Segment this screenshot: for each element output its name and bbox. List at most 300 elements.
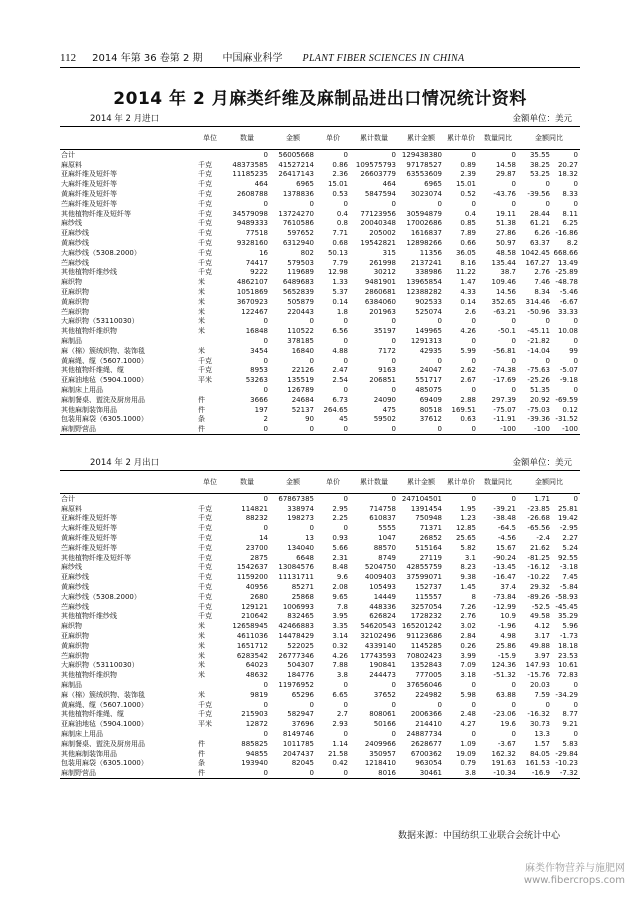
value-cell: -16.86 — [555, 229, 578, 238]
value-cell: 2.67 — [460, 376, 476, 385]
unit-cell: 千克 — [198, 583, 212, 592]
value-cell: 18.32 — [557, 170, 578, 179]
column-header: 累计单价 — [444, 127, 478, 150]
value-cell: 1051869 — [236, 288, 268, 297]
value-cell: -16.47 — [493, 573, 516, 582]
value-cell: -25.26 — [527, 376, 550, 385]
value-cell: 42855759 — [406, 563, 442, 572]
value-cell: 1218410 — [364, 759, 396, 768]
value-cell: 597652 — [287, 229, 314, 238]
value-cell: 21.58 — [327, 749, 348, 758]
value-cell: 7.09 — [460, 661, 476, 670]
value-cell: 11976952 — [278, 681, 314, 690]
unit-cell: 米 — [198, 278, 205, 287]
value-cell: -45.45 — [555, 602, 578, 611]
item-name-cell: 黄麻织物 — [61, 641, 89, 650]
value-cell: 6.26 — [534, 229, 550, 238]
value-cell: 63553609 — [406, 170, 442, 179]
page-title: 2014 年 2 月麻类纤维及麻制品进出口情况统计资料 — [113, 89, 527, 109]
value-cell: 2137241 — [410, 258, 442, 267]
item-name-cell: 麻原料 — [61, 504, 82, 513]
table-row — [60, 287, 580, 297]
value-cell: -4.56 — [497, 534, 516, 543]
value-cell: 71371 — [419, 524, 442, 533]
item-name-cell: 其他植物纤维织物 — [61, 671, 117, 680]
value-cell: 52137 — [291, 405, 314, 414]
value-cell: 8149746 — [282, 730, 314, 739]
value-cell: 15.67 — [495, 543, 516, 552]
value-cell: 0 — [343, 150, 348, 159]
value-cell: 0 — [471, 356, 476, 365]
value-cell: 198273 — [287, 514, 314, 523]
table-row — [60, 494, 580, 504]
value-cell: 7.46 — [534, 278, 550, 287]
value-cell: 24090 — [373, 395, 396, 404]
value-cell: 13724270 — [278, 209, 314, 218]
import-section-label — [60, 112, 580, 124]
value-cell: 147.93 — [525, 661, 550, 670]
value-cell: 1006993 — [282, 602, 314, 611]
table-row — [60, 258, 580, 268]
unit-cell: 千克 — [198, 543, 212, 552]
value-cell: 1011785 — [282, 739, 314, 748]
item-name-cell: 黄麻纤维及短纤等 — [61, 190, 117, 199]
value-cell: 19.42 — [557, 514, 578, 523]
value-cell: 38.25 — [529, 160, 550, 169]
value-cell: -58.93 — [555, 592, 578, 601]
value-cell: 0.86 — [332, 160, 348, 169]
value-cell: -17.69 — [493, 376, 516, 385]
value-cell: 0 — [471, 494, 476, 503]
unit-cell: 件 — [196, 768, 224, 778]
value-cell: 7.45 — [562, 573, 578, 582]
value-cell: 1.47 — [460, 278, 476, 287]
value-cell: -5.84 — [559, 583, 578, 592]
value-cell: 0 — [343, 317, 348, 326]
column-header: 单位 — [196, 127, 224, 150]
value-cell: 5.37 — [332, 288, 348, 297]
table-row — [60, 621, 580, 631]
value-cell: 0 — [573, 150, 578, 159]
value-cell: 115557 — [415, 592, 442, 601]
value-cell: -10.22 — [527, 573, 550, 582]
journal-name-cn: 中国麻业科学 — [222, 53, 283, 64]
export-unit-note: 金额单位：美元 — [512, 458, 572, 468]
value-cell: 49.58 — [529, 612, 550, 621]
value-cell: 4.12 — [534, 622, 550, 631]
table-row — [60, 297, 580, 307]
table-row — [60, 504, 580, 514]
value-cell: 16848 — [245, 327, 268, 336]
value-cell: 92.55 — [557, 553, 578, 562]
value-cell: 30461 — [398, 768, 444, 778]
unit-cell: 件 — [198, 749, 205, 758]
value-cell: 1.14 — [332, 739, 348, 748]
value-cell: 0 — [437, 199, 442, 208]
value-cell: 53263 — [245, 376, 268, 385]
page-header — [60, 50, 580, 64]
column-header: 单价 — [316, 127, 350, 150]
value-cell: 3.1 — [464, 553, 476, 562]
value-cell: 0 — [511, 356, 516, 365]
value-cell: 8.33 — [562, 190, 578, 199]
item-name-cell: 大麻纤维及短纤等 — [61, 524, 117, 533]
value-cell: 169.51 — [451, 405, 476, 414]
value-cell: -63.21 — [493, 307, 516, 316]
value-cell: 114821 — [241, 504, 268, 513]
value-cell: 149965 — [415, 327, 442, 336]
value-cell: 0 — [573, 730, 578, 739]
page-number: 112 — [60, 52, 77, 64]
unit-cell: 千克 — [198, 219, 212, 228]
value-cell: 12388282 — [406, 288, 442, 297]
value-cell: -74.38 — [493, 366, 516, 375]
value-cell: 129121 — [241, 602, 268, 611]
value-cell: 29.32 — [529, 583, 550, 592]
value-cell: 21.62 — [529, 543, 550, 552]
item-name-cell: 黄麻绳、缆（5607.1000） — [61, 700, 148, 709]
item-name-cell: 麻纱线 — [61, 219, 82, 228]
value-cell: -1.73 — [559, 632, 578, 641]
value-cell: 88232 — [245, 514, 268, 523]
table-row — [60, 326, 580, 336]
value-cell: 1728232 — [410, 612, 442, 621]
value-cell: 504307 — [287, 661, 314, 670]
value-cell: 714758 — [369, 504, 396, 513]
value-cell: 122467 — [241, 307, 268, 316]
value-cell: 23700 — [245, 543, 268, 552]
value-cell: 0 — [471, 337, 476, 346]
value-cell: 19.6 — [500, 720, 516, 729]
value-cell: 3.97 — [534, 651, 550, 660]
unit-cell — [196, 336, 224, 346]
value-cell: 1378836 — [282, 190, 314, 199]
table-row — [60, 238, 580, 248]
value-cell: 1042.45 — [521, 248, 550, 257]
value-cell: 1.45 — [460, 583, 476, 592]
value-cell: 9819 — [250, 690, 268, 699]
value-cell: 464 — [254, 180, 268, 189]
value-cell: 72.83 — [557, 671, 578, 680]
item-name-cell: 麻（棉）簇绒织物、装饰毯 — [61, 690, 145, 699]
value-cell: 110522 — [287, 327, 314, 336]
column-header: 数量 — [224, 471, 270, 494]
value-cell: 0 — [573, 494, 578, 503]
value-cell: 9328160 — [236, 239, 268, 248]
table-row — [60, 739, 580, 749]
value-cell: 12898266 — [406, 239, 442, 248]
value-cell: 0 — [573, 356, 578, 365]
value-cell: 35.55 — [529, 150, 550, 159]
value-cell: -12.99 — [493, 602, 516, 611]
value-cell: 0 — [343, 730, 348, 739]
value-cell: -34.29 — [555, 690, 578, 699]
value-cell: 14.58 — [495, 160, 516, 169]
value-cell: 0.4 — [464, 209, 476, 218]
watermark-line2: www.fibercrops.com — [523, 875, 625, 886]
value-cell: 82045 — [291, 759, 314, 768]
column-header: 数量同比 — [478, 471, 518, 494]
value-cell: 8.16 — [460, 258, 476, 267]
item-name-cell: 亚麻织物 — [61, 288, 89, 297]
value-cell: 0 — [511, 700, 516, 709]
value-cell: 5847594 — [364, 190, 396, 199]
value-cell: 105493 — [369, 583, 396, 592]
value-cell: 0 — [545, 356, 550, 365]
value-cell: 2.88 — [460, 395, 476, 404]
table-row — [60, 523, 580, 533]
value-cell: 9481901 — [364, 278, 396, 287]
value-cell: 2 — [263, 415, 268, 424]
value-cell: 4611036 — [236, 632, 268, 641]
value-cell: -65.56 — [527, 524, 550, 533]
value-cell: 0 — [573, 337, 578, 346]
import-table — [60, 126, 580, 435]
value-cell: 1616837 — [410, 229, 442, 238]
value-cell: 6965 — [296, 180, 314, 189]
value-cell: 19542821 — [360, 239, 396, 248]
value-cell: 26777346 — [278, 651, 314, 660]
value-cell: 0 — [391, 494, 396, 503]
unit-cell: 条 — [198, 759, 205, 768]
item-name-cell: 麻织物 — [61, 622, 82, 631]
value-cell: 7.8 — [336, 602, 348, 611]
table-row — [60, 612, 580, 622]
value-cell: 264.65 — [323, 405, 348, 414]
value-cell: 37652 — [373, 690, 396, 699]
value-cell: 25868 — [291, 592, 314, 601]
value-cell: 0 — [471, 317, 476, 326]
unit-cell: 千克 — [198, 268, 212, 277]
issue-info: 2014 年第 36 卷第 2 期 — [92, 53, 203, 64]
value-cell: 464 — [382, 180, 396, 189]
value-cell: 0.53 — [332, 190, 348, 199]
value-cell: 0 — [270, 424, 316, 434]
value-cell: 13 — [305, 534, 314, 543]
table-row — [60, 219, 580, 229]
value-cell: 0 — [309, 700, 314, 709]
value-cell: 61.21 — [529, 219, 550, 228]
value-cell: 20040348 — [360, 219, 396, 228]
value-cell: 9489333 — [236, 219, 268, 228]
value-cell: 49.88 — [529, 641, 550, 650]
item-name-cell: 黄麻织物 — [61, 297, 89, 306]
value-cell: 7610586 — [282, 219, 314, 228]
value-cell: 88570 — [373, 543, 396, 552]
value-cell: 0 — [391, 730, 396, 739]
value-cell: 6.73 — [332, 395, 348, 404]
value-cell: 152737 — [415, 583, 442, 592]
value-cell: 13.49 — [557, 258, 578, 267]
value-cell: 0 — [343, 524, 348, 533]
value-cell: 8749 — [378, 553, 396, 562]
import-label: 2014 年 2 月进口 — [90, 114, 160, 124]
item-name-cell: 亚麻纤维及短纤等 — [61, 514, 117, 523]
value-cell: 6.25 — [562, 219, 578, 228]
value-cell: 0 — [545, 199, 550, 208]
value-cell: 0 — [309, 524, 314, 533]
value-cell: 0 — [391, 317, 396, 326]
value-cell: -39.21 — [493, 504, 516, 513]
value-cell: 1291313 — [410, 337, 442, 346]
value-cell: 80518 — [419, 405, 442, 414]
value-cell: -13.45 — [493, 563, 516, 572]
journal-name-en: PLANT FIBER SCIENCES IN CHINA — [302, 53, 465, 64]
value-cell: 22126 — [291, 366, 314, 375]
value-cell: 20.92 — [529, 395, 550, 404]
value-cell: -52.5 — [531, 602, 550, 611]
value-cell: 224982 — [415, 690, 442, 699]
value-cell: 247104501 — [401, 494, 442, 503]
value-cell: 7172 — [378, 346, 396, 355]
table-row — [60, 170, 580, 180]
value-cell: -29.84 — [555, 749, 578, 758]
item-name-cell: 合计 — [61, 494, 75, 503]
table-row — [60, 317, 580, 327]
value-cell: 1352843 — [410, 661, 442, 670]
value-cell: 37.4 — [500, 583, 516, 592]
value-cell: 0.8 — [336, 219, 348, 228]
value-cell: 297.39 — [491, 395, 516, 404]
value-cell: 0 — [511, 317, 516, 326]
item-name-cell: 其他植物纤维绳、缆 — [61, 710, 124, 719]
value-cell: 0.32 — [332, 641, 348, 650]
value-cell: 0 — [263, 700, 268, 709]
value-cell: 0 — [511, 386, 516, 395]
value-cell: 8016 — [350, 768, 398, 778]
value-cell: -100 — [478, 424, 518, 434]
value-cell: 5555 — [378, 524, 396, 533]
unit-cell: 千克 — [198, 160, 212, 169]
unit-cell: 米 — [198, 297, 205, 306]
value-cell: 10.61 — [557, 661, 578, 670]
value-cell: 17743593 — [360, 651, 396, 660]
value-cell: 38.7 — [500, 268, 516, 277]
table-row — [60, 346, 580, 356]
value-cell: 1.23 — [460, 514, 476, 523]
value-cell: 6283542 — [236, 651, 268, 660]
value-cell: 29.87 — [495, 170, 516, 179]
value-cell: 551717 — [415, 376, 442, 385]
unit-cell: 件 — [198, 395, 205, 404]
value-cell: 0.66 — [460, 239, 476, 248]
item-name-cell: 大麻纤维及短纤等 — [61, 180, 117, 189]
unit-cell — [196, 680, 224, 690]
table-row — [60, 759, 580, 769]
value-cell: 350957 — [369, 749, 396, 758]
value-cell: 85271 — [291, 583, 314, 592]
table-row — [60, 199, 580, 209]
value-cell: -3.67 — [497, 739, 516, 748]
unit-cell: 件 — [196, 424, 224, 434]
item-name-cell: 麻原料 — [61, 160, 82, 169]
value-cell: 2.25 — [332, 514, 348, 523]
value-cell: 0 — [263, 494, 268, 503]
unit-cell: 千克 — [198, 710, 212, 719]
value-cell: 124.36 — [491, 661, 516, 670]
value-cell: 4862107 — [236, 278, 268, 287]
table-row — [60, 661, 580, 671]
value-cell: 1.95 — [460, 504, 476, 513]
item-name-cell: 黄麻绳、缆（5607.1000） — [61, 356, 148, 365]
value-cell: 0 — [343, 386, 348, 395]
value-cell: 750948 — [415, 514, 442, 523]
item-name-cell: 其他植物纤维纱线 — [61, 268, 117, 277]
value-cell: 99 — [569, 346, 578, 355]
value-cell: 0 — [573, 700, 578, 709]
item-name-cell: 麻制野营品 — [60, 424, 196, 434]
value-cell: 91123686 — [406, 632, 442, 641]
value-cell: 135519 — [287, 376, 314, 385]
value-cell: 3454 — [250, 346, 268, 355]
value-cell: 777005 — [415, 671, 442, 680]
column-header: 金额 — [270, 471, 316, 494]
item-name-cell: 黄麻纱线 — [61, 583, 89, 592]
value-cell: -15.9 — [497, 651, 516, 660]
value-cell: 11356 — [419, 248, 442, 257]
value-cell: 7.26 — [460, 602, 476, 611]
value-cell: -45.11 — [527, 327, 550, 336]
value-cell: 448336 — [369, 602, 396, 611]
value-cell: 1.09 — [460, 739, 476, 748]
table-row — [60, 248, 580, 258]
value-cell: 0 — [263, 356, 268, 365]
value-cell: -50.1 — [497, 327, 516, 336]
table-row — [60, 533, 580, 543]
value-cell: 0.4 — [336, 209, 348, 218]
value-cell: 37656046 — [406, 681, 442, 690]
value-cell: 28.44 — [529, 209, 550, 218]
value-cell: 37599071 — [406, 573, 442, 582]
value-cell: 24684 — [291, 395, 314, 404]
value-cell: 184776 — [287, 671, 314, 680]
table-row — [60, 563, 580, 573]
value-cell: 77123956 — [360, 209, 396, 218]
header-rule — [60, 67, 580, 68]
value-cell: 16 — [259, 248, 268, 257]
table-row — [60, 415, 580, 425]
value-cell: 13084576 — [278, 563, 314, 572]
value-cell: 0 — [471, 730, 476, 739]
value-cell: 2875 — [250, 553, 268, 562]
value-cell: 9.21 — [562, 720, 578, 729]
value-cell: 25.86 — [495, 641, 516, 650]
value-cell: 9.65 — [332, 592, 348, 601]
value-cell: -56.81 — [493, 346, 516, 355]
value-cell: 1651712 — [236, 641, 268, 650]
value-cell: 109575793 — [355, 160, 396, 169]
value-cell: 2.48 — [460, 710, 476, 719]
value-cell: 25.81 — [557, 504, 578, 513]
value-cell: 18.18 — [557, 641, 578, 650]
value-cell: 2409966 — [364, 739, 396, 748]
value-cell: 0.68 — [332, 239, 348, 248]
unit-cell: 千克 — [198, 239, 212, 248]
value-cell: 0 — [573, 681, 578, 690]
table-row — [60, 553, 580, 563]
value-cell: 74417 — [245, 258, 268, 267]
value-cell: -39.36 — [527, 415, 550, 424]
value-cell: 2.95 — [332, 504, 348, 513]
value-cell: 261998 — [369, 258, 396, 267]
value-cell: 12872 — [245, 720, 268, 729]
table-row — [60, 209, 580, 219]
value-cell: 2.6 — [464, 307, 476, 316]
item-name-cell: 大麻织物（53110030） — [61, 317, 139, 326]
value-cell: 50166 — [373, 720, 396, 729]
value-cell: -25.89 — [555, 268, 578, 277]
column-header: 累计金额 — [398, 471, 444, 494]
